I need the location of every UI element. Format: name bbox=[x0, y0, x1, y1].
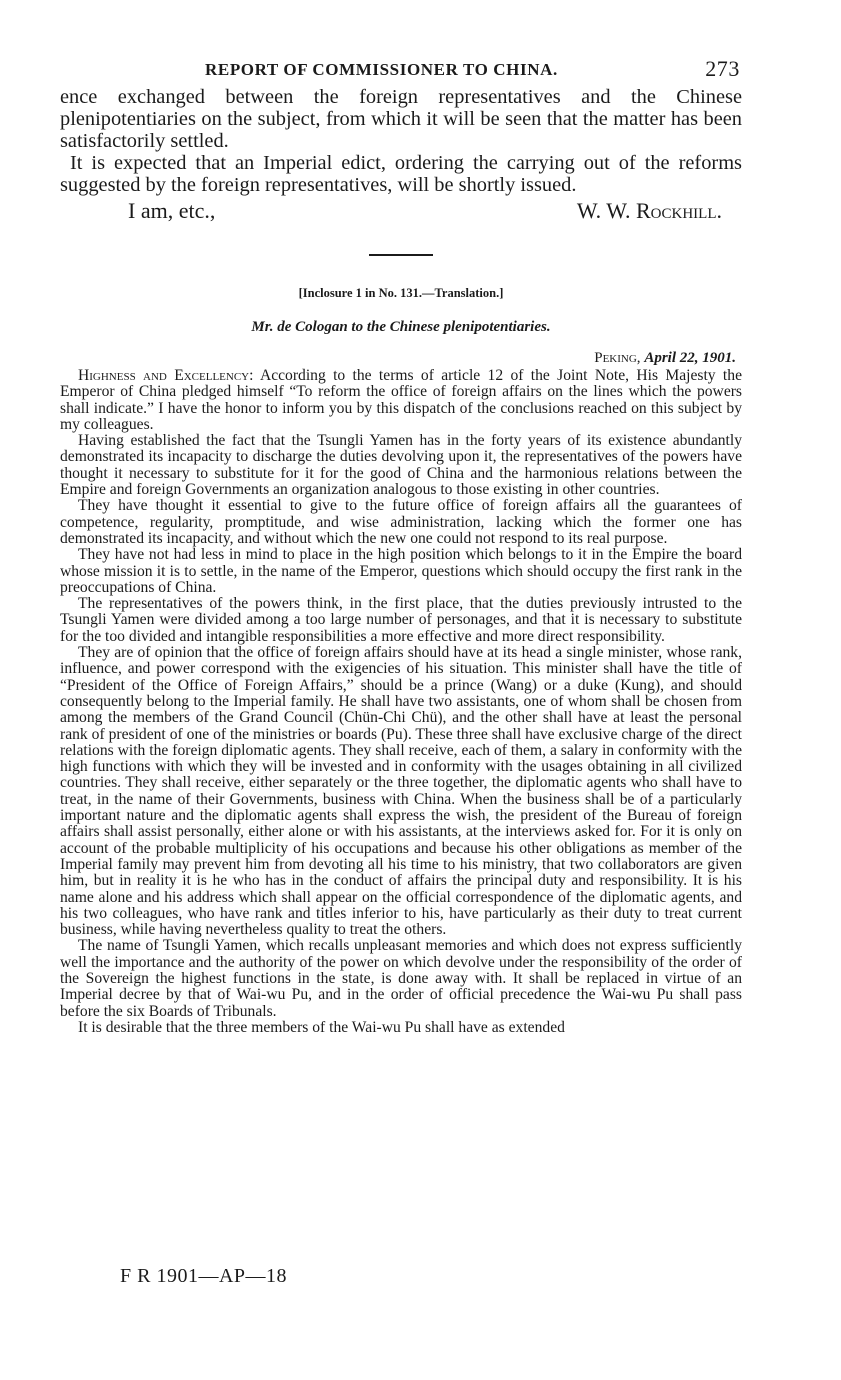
dateline bbox=[60, 350, 742, 367]
salutation: Highness and Excellency: bbox=[78, 367, 254, 384]
letter-paragraph: They have thought it essential to give to the future office of foreign affairs all the guarantees of competence, regularity, promptitude, and wise administration, lacking which the former one has demonstrated its incapacity, and without which the new one could not respond to its real purpose. bbox=[60, 497, 742, 547]
running-head bbox=[60, 56, 742, 86]
letter-heading: Mr. de Cologan to the Chinese plenipotentiaries. bbox=[251, 319, 551, 335]
document-page bbox=[60, 56, 742, 1036]
footer-signature-mark: F R 1901—AP—18 bbox=[120, 1265, 288, 1287]
letter-paragraph: They have not had less in mind to place in the high position which belongs to it in the Empire the board whose mission it is to settle, in the name of the Emperor, questions which should occupy the first rank in the preoccupations of China. bbox=[60, 546, 742, 596]
letter-body bbox=[60, 368, 742, 1036]
letter-paragraph: The representatives of the powers think, in the first place, that the duties previously intrusted to the Tsungli Yamen were divided among a too large number of personages, and that it is necessary to substitute for the too divided and intangible responsibilities a more effective and more direct responsibility. bbox=[60, 595, 742, 645]
running-title: REPORT OF COMMISSIONER TO CHINA. bbox=[205, 60, 558, 79]
letter-paragraph bbox=[60, 368, 742, 433]
intro-paragraph-1: ence exchanged between the foreign representatives and the Chinese plenipotentiaries on the subject, from which it will be seen that the matter has been satisfactorily settled. bbox=[60, 86, 742, 152]
letter-paragraph: The name of Tsungli Yamen, which recalls unpleasant memories and which does not express sufficiently well the importance and the authority of the power on which devolve under the responsibility of the order of the Sovereign the highest functions in the state, is done away with. It shall be replaced in virtue of an Imperial decree by that of Wai-wu Pu, and in the order of official precedence the Wai-wu Pu shall pass before the six Boards of Tribunals. bbox=[60, 937, 742, 1020]
enclosure-label: [Inclosure 1 in No. 131.—Translation.] bbox=[298, 286, 504, 300]
dateline-date: April 22, 1901. bbox=[644, 350, 736, 366]
letter-paragraph: It is desirable that the three members of the Wai-wu Pu shall have as extended bbox=[78, 1018, 565, 1036]
page-number: 273 bbox=[705, 56, 740, 81]
dateline-place: Peking, bbox=[594, 350, 641, 366]
letter-paragraph: They are of opinion that the office of foreign affairs should have at its head a single minister, whose rank, influence, and power correspond with the exigencies of his situation. This minister shall have the title of “President of the Office of Foreign Affairs,” should be a prince (Wang) or a duke (Kung), and should consequently belong to the Imperial family. He shall have two assistants, one of whom shall be chosen from among the members of the Grand Council (Chün-Chi Chü), and the other shall have at least the personal rank of president of one of the ministries or boards (Pu). These three shall have exclusive charge of the direct relations with the foreign diplomatic agents. They shall receive, each of them, a salary in conformity with the high functions with which they will be invested and in conformity with the usages obtaining in all civilized countries. They shall receive, either separately or the three together, the diplomatic agents who shall have to treat, in the name of their Governments, business with China. When the business shall be of a particularly important nature and the diplomatic agents shall express the wish, the president of the Bureau of foreign affairs shall assist personally, either alone or with his assistants, at the interviews asked for. For it is only on account of the probable multiplicity of his occupations and because his other obligations as member of the Imperial family may prevent him from devoting all his time to his ministry, that two collaborators are given him, but in reality it is he who has in the conduct of affairs the principal duty and responsibility. It is his name alone and his address which shall appear on the official correspondence of the diplomatic agents, and his two colleagues, who have rank and titles inferior to his, have particularly as their duty to treat current business, while having nevertheless quality to treat the others. bbox=[60, 644, 742, 939]
signature-block bbox=[60, 198, 742, 228]
section-divider bbox=[369, 254, 433, 256]
intro-paragraph-2: It is expected that an Imperial edict, ordering the carrying out of the reforms suggested by the foreign representatives, will be shortly issued. bbox=[60, 152, 742, 196]
intro-section bbox=[60, 86, 742, 196]
closing-phrase: I am, etc., bbox=[128, 198, 216, 223]
letter-paragraph: Having established the fact that the Tsungli Yamen has in the forty years of its existence abundantly demonstrated its incapacity to discharge the duties devolving upon it, the representatives of the powers have thought it necessary to substitute for it for the good of China and the harmonious relations between the Empire and foreign Governments an organization analogous to those existing in other countries. bbox=[60, 432, 742, 499]
signer-name: W. W. Rockhill. bbox=[576, 198, 722, 223]
paragraph-text: According to the terms of article 12 of the Joint Note, His Majesty the Emperor of China pledged himself “To reform the office of foreign affairs on the lines which the powers shall indicate.” I have the honor to inform you by this dispatch of the conclusions reached on this subject by my colleagues. bbox=[60, 367, 742, 433]
